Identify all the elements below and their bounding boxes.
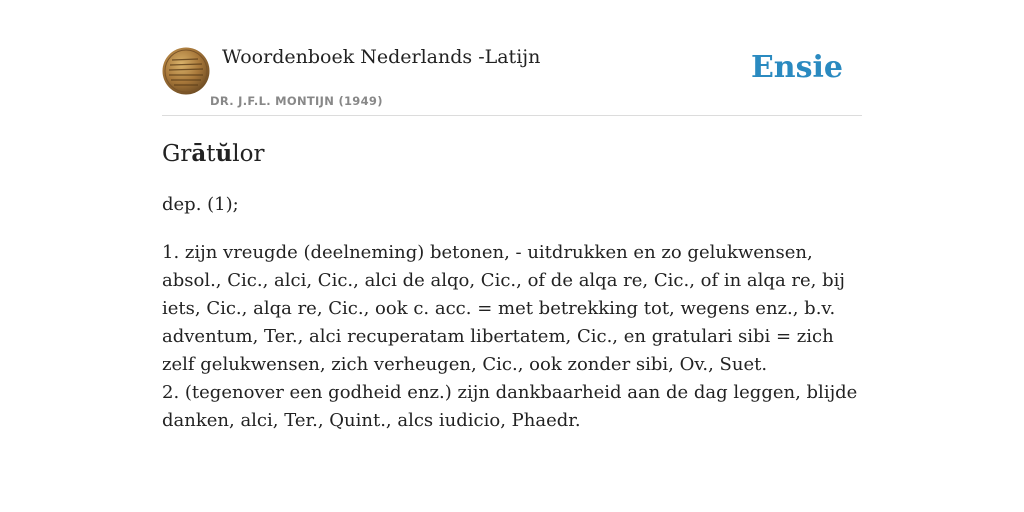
sense-1: 1. zijn vreugde (deelneming) betonen, - uitdrukken en zo gelukwensen, absol., Cic., alci, Cic., alci de alqo, Cic., of de alqa re, Cic., of in alqa re, bij iets, Cic., alqa re, Cic., ook c. acc. = met betrekking tot, wegens enz., b.v. adventum, Ter., alci recuperatam libertatem, Cic., en gratulari sibi = zich zelf gelukwensen, zich verheugen, Cic., ook zonder sibi, Ov., Suet. — [162, 242, 845, 375]
book-author: DR. J.F.L. MONTIJN (1949) — [210, 94, 383, 108]
headword-part: lor — [232, 141, 265, 167]
headword-part-breve: ŭ — [215, 140, 233, 167]
headword — [162, 140, 264, 167]
sense-2: 2. (tegenover een godheid enz.) zijn dankbaarheid aan de dag leggen, blijde danken, alci, Ter., Quint., alcs iudicio, Phaedr. — [162, 382, 858, 431]
headword-part: Gr — [162, 141, 192, 167]
headword-part: t — [206, 141, 216, 167]
headword-part-macron: ā — [191, 140, 207, 167]
grammar-note: dep. (1); — [162, 194, 239, 215]
page — [162, 0, 862, 431]
coin-logo-icon — [162, 47, 210, 95]
book-title[interactable]: Woordenboek Nederlands -Latijn — [222, 46, 541, 68]
header — [162, 0, 862, 116]
definition — [162, 239, 862, 435]
ensie-brand-link[interactable]: Ensie — [750, 50, 843, 85]
